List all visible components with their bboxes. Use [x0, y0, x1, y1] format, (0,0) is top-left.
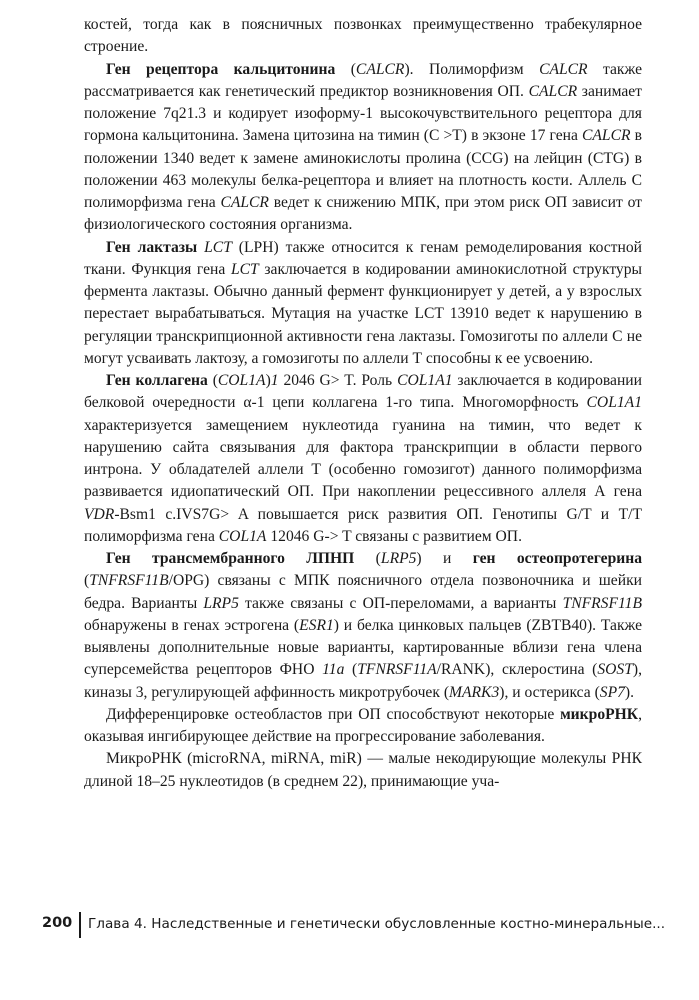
text-run: костей, тогда как в поясничных позвонках преимущественно трабекулярное строение.	[84, 16, 642, 56]
gene-name: COL1A1	[397, 372, 453, 389]
gene-name: CALCR	[355, 60, 405, 78]
text-run: ) и белка цинковых пальцев (ZBTB40). Также выявлены дополнительные новые варианты, картированные вблизи гена члена суперсемейства рецепторов ФНО	[84, 616, 643, 679]
term-heading: Ген рецептора кальцитонина	[106, 60, 336, 78]
text-run: ). Полиморфизм	[404, 60, 540, 78]
gene-name: TNFRSF11B	[562, 594, 642, 612]
text-run: 12046 G-> T связаны с развитием ОП.	[266, 527, 522, 545]
gene-name: MARK3	[449, 683, 500, 701]
gene-name: 1	[270, 372, 279, 389]
term-heading: Ген лактазы	[106, 238, 198, 256]
text-run: (	[344, 661, 358, 679]
text-run: ).	[624, 683, 635, 701]
page-footer	[42, 912, 666, 938]
gene-name: SOST	[597, 661, 633, 679]
text-run: ) и	[416, 550, 473, 567]
text-run: обнаружены в генах эстрогена (	[84, 616, 300, 634]
term-heading: Ген коллагена	[106, 372, 208, 389]
text-run: , оказывая ингибирующее действие на прогрессирование заболевания.	[84, 705, 642, 745]
gene-name: LCT	[230, 260, 259, 278]
body-text	[84, 14, 642, 793]
gene-name: TNFRSF11B	[89, 572, 169, 590]
term-heading: Ген трансмембранного ЛПНП	[106, 550, 355, 567]
term-heading: микроРНК	[560, 705, 639, 723]
paragraph-lrp5	[84, 548, 642, 704]
text-run: (LPH) также относится к генам ремоделирования костной ткани. Функция гена	[84, 238, 642, 278]
gene-name: SP7	[599, 683, 625, 701]
text-run: заключается в кодировании белковой очередности α-1 цепи коллагена 1-го типа. Многоморфность	[84, 372, 642, 412]
text-run: ), и остерикса (	[499, 683, 600, 701]
text-run: МикроРНК (microRNA, miRNA, miR) — малые некодирующие молекулы РНК длиной 18–25 нуклеотидов (в среднем 22), принимающие уча-	[84, 750, 642, 790]
gene-name: COL1A1	[586, 394, 642, 412]
text-run: ), киназы 3, регулирующей аффинность микротрубочек (	[84, 661, 642, 701]
text-run: Дифференцировке остеобластов при ОП способствуют некоторые	[106, 705, 561, 723]
gene-name: CALCR	[528, 82, 578, 100]
running-chapter-title: Глава 4. Наследственные и генетически обусловленные костно-минеральные...	[88, 916, 666, 932]
text-run: -Bsm1 c.IVS7G> A повышается риск развития ОП. Генотипы G/T и T/T полиморфизма гена	[84, 505, 642, 545]
text-run: (	[207, 372, 218, 389]
gene-name: CALCR	[539, 60, 588, 78]
gene-name: LRP5	[203, 594, 239, 612]
paragraph-continuation	[84, 14, 642, 59]
paragraph-microrna-definition	[84, 748, 642, 793]
text-run: занимает положение 7q21.3 и кодирует изоформу-1 высокочувствительного рецептора для гормона кальцитонина. Замена цитозина на тимин (C >T) в экзоне 17 гена	[84, 82, 642, 145]
gene-name: COL1A	[218, 527, 267, 545]
gene-name: LRP5	[380, 550, 417, 567]
gene-name: 11a	[322, 661, 345, 679]
gene-name: VDR	[84, 505, 115, 523]
text-run: (	[354, 550, 381, 567]
text-run: ведет к снижению МПК, при этом риск ОП зависит от физиологического состояния организма.	[84, 194, 642, 234]
term-heading: ген остеопротегерина	[472, 550, 643, 567]
text-run: также связаны с ОП-переломами, а варианты	[238, 594, 563, 612]
text-run: заключается в кодировании аминокислотной структуры фермента лактазы. Обычно данный фермент функционирует у детей, а у взрослых перестает вырабатываться. Мутация на участке LCT 13910 ведет к нарушению в регуляции транскрипционной активности гена лактазы. Гомозиготы по аллели С не могут усваивать лактозу, а гомозиготы по аллели Т способны к ее усвоению.	[84, 260, 642, 367]
gene-name: CALCR	[582, 127, 631, 145]
text-run: /RANK), склеростина (	[436, 661, 598, 679]
text-run: (	[335, 60, 356, 78]
text-run: в положении 1340 ведет к замене аминокислоты пролина (CCG) на лейцин (CTG) в положении 463 молекулы белка-рецептора и влияет на плотность кости. Аллель С полиморфизма гена	[84, 127, 642, 211]
gene-name: CALCR	[220, 194, 269, 211]
text-run: /OPG) связаны с МПК поясничного отдела позвоночника и шейки бедра. Варианты	[84, 572, 642, 612]
page-number: 200	[42, 915, 73, 931]
text-run: также рассматривается как генетический предиктор возникновения ОП.	[84, 60, 642, 100]
paragraph-col1a1	[84, 370, 642, 548]
text-run: характеризуется замещением нуклеотида гуанина на тимин, что ведет к нарушению сайта связывания для фактора транскрипции в области первого интрона. У обладателей аллели Т (особенно гомозигот) данного полиморфизма развивается идиопатический ОП. При накоплении рецессивного аллеля А гена	[84, 416, 642, 501]
footer-divider	[79, 912, 81, 938]
text-run: 2046 G> T. Роль	[278, 372, 398, 389]
gene-name: LCT	[204, 238, 232, 256]
paragraph-lct	[84, 237, 642, 371]
text-run: (	[84, 572, 90, 590]
gene-name: ESR1	[299, 616, 334, 634]
gene-name: COL1A	[217, 372, 266, 389]
paragraph-calcr	[84, 59, 642, 237]
paragraph-microrna-intro	[84, 704, 642, 749]
gene-name: TFNRSF11A	[357, 661, 437, 679]
text-run: )	[265, 372, 271, 389]
